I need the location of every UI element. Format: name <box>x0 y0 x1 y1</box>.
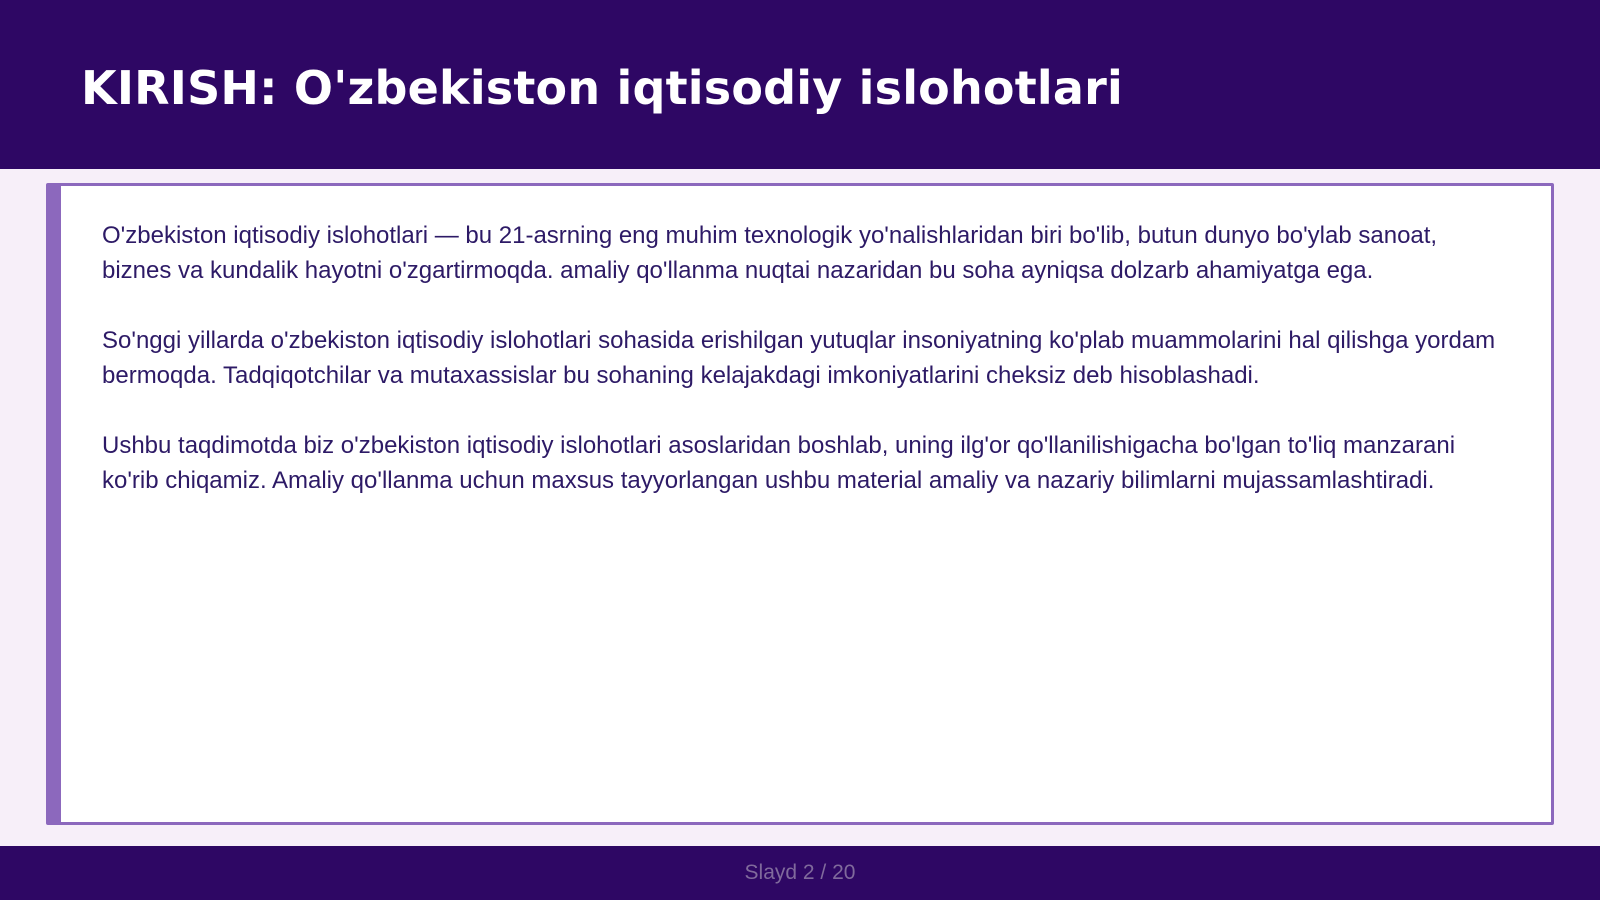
slide-counter: Slayd 2 / 20 <box>744 861 856 884</box>
content-card <box>46 183 1554 825</box>
slide-footer <box>0 846 1600 900</box>
paragraph-achievements: So'nggi yillarda o'zbekiston iqtisodiy islohotlari sohasida erishilgan yutuqlar insoniyatning ko'plab muammolarini hal qilishga yordam bermoqda. Tadqiqotchilar va mutaxassislar bu sohaning kelajakdagi imkoniyatlarini cheksiz deb hisoblashadi. <box>102 327 1496 389</box>
slide-header <box>0 0 1600 169</box>
paragraph-intro: O'zbekiston iqtisodiy islohotlari — bu 21-asrning eng muhim texnologik yo'nalishlaridan biri bo'lib, butun dunyo bo'ylab sanoat, biznes va kundalik hayotni o'zgartirmoqda. amaliy qo'llanma nuqtai nazaridan bu soha ayniqsa dolzarb ahamiyatga ega. <box>102 222 1438 284</box>
slide-title: KIRISH: O'zbekiston iqtisodiy islohotlari <box>81 61 1123 115</box>
slide-body <box>102 218 1502 533</box>
paragraph-overview: Ushbu taqdimotda biz o'zbekiston iqtisodiy islohotlari asoslaridan boshlab, uning ilg'or qo'llanilishigacha bo'lgan to'liq manzarani ko'rib chiqamiz. Amaliy qo'llanma uchun maxsus tayyorlangan ushbu material amaliy va nazariy bilimlarni mujassamlashtiradi. <box>102 432 1456 494</box>
